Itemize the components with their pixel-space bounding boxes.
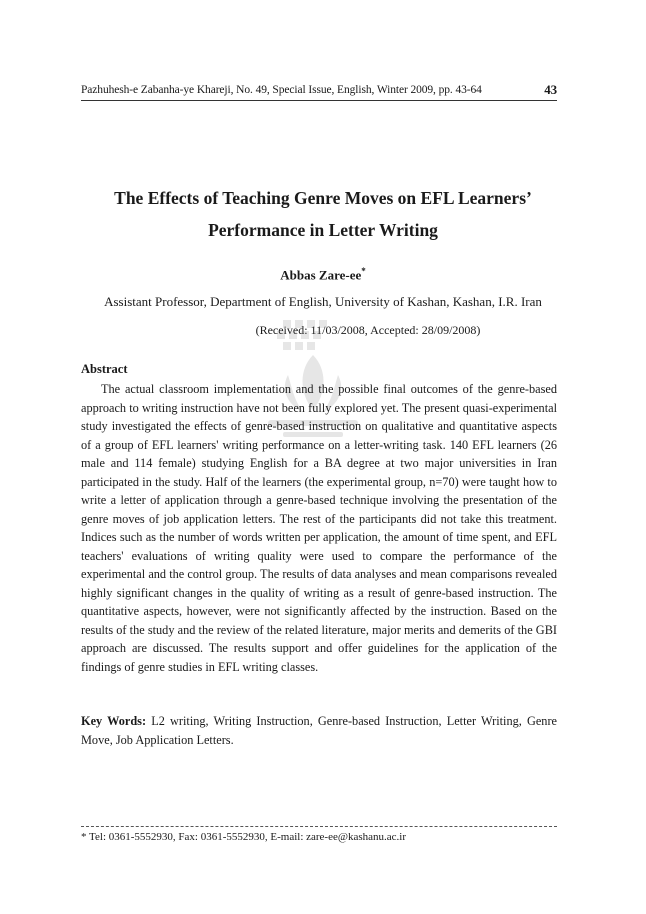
article-title (60, 182, 586, 246)
abstract-heading: Abstract (81, 362, 128, 376)
author-footnote: * Tel: 0361-5552930, Fax: 0361-5552930, E-mail: zare-ee@kashanu.ac.ir (81, 831, 407, 843)
title-line-2: Performance in Letter Writing (208, 220, 438, 240)
page-number: 43 (544, 82, 557, 97)
abstract-body: The actual classroom implementation and the possible final outcomes of the genre-based approach to writing instruction have not been fully explored yet. The present quasi-experimental study investigated the effects of genre-based instruction on qualitative and quantitative aspects of a group of EFL learners' writing performance on a letter-writing task. 140 EFL learners (26 male and 114 female) studying English for a BA degree at two major universities in Iran participated in the study. Half of the learners (the experimental group, n=70) were taught how to write a letter of application through a genre-based technique involving the presentation of the genre moves of job application letters. The rest of the participants did not take this treatment. Indices such as the number of words written per application, the amount of time spent, and EFL teachers' evaluations of writing quality were used to compare the performance of the experimental and the control group. The results of data analyses and mean comparisons revealed highly significant changes in the quality of writing as a result of genre-based instruction. The quantitative aspects, however, were not significantly affected by the instruction. Based on the results of the study and the review of the related literature, major merits and demerits of the GBI approach are discussed. The results support and offer guidelines for the application of the findings of genre studies in EFL writing classes. (81, 382, 557, 674)
author-affiliation: Assistant Professor, Department of English, University of Kashan, Kashan, I.R. Iran (104, 294, 542, 309)
author-name (60, 266, 586, 283)
keywords (81, 712, 557, 749)
keywords-text: L2 writing, Writing Instruction, Genre-based Instruction, Letter Writing, Genre Move, Job Application Letters. (81, 714, 557, 747)
title-line-1: The Effects of Teaching Genre Moves on EFL Learners’ (114, 188, 532, 208)
running-head-text: Pazhuhesh-e Zabanha-ye Khareji, No. 49, Special Issue, English, Winter 2009, pp. 43-64 (81, 84, 482, 96)
header-rule (81, 100, 557, 101)
author-text: Abbas Zare-ee (280, 267, 362, 283)
footnote-rule (81, 826, 557, 827)
running-head (81, 84, 557, 96)
author-footnote-mark: * (361, 266, 366, 276)
received-dates: (Received: 11/03/2008, Accepted: 28/09/2008) (255, 323, 481, 337)
keywords-label: Key Words: (81, 714, 147, 728)
